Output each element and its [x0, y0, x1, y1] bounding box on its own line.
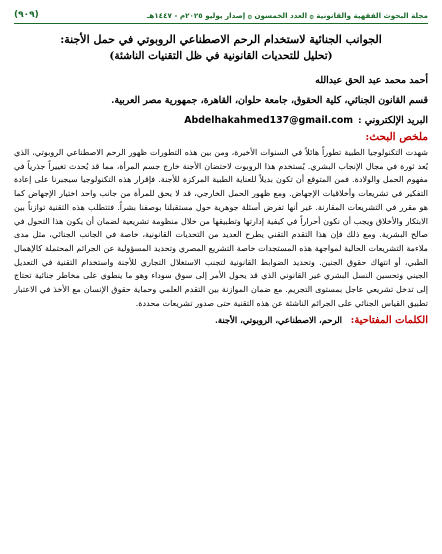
- paper-subtitle: (تحليل للتحديات القانونية في ظل التقنيات الناشئة): [109, 50, 333, 62]
- page-number: (٩٠٩): [14, 10, 39, 20]
- paper-title: الجوانب الجنائية لاستخدام الرحم الاصطناعي الروبوتي في حمل الأجنة:: [60, 33, 382, 46]
- keywords-heading: الكلمات المفتاحية:: [350, 315, 428, 327]
- journal-running-title: مجلة البحوث الفقهية والقانونية ۞ العدد الخمسون ۞ إصدار يوليو ٢٠٢٥م - ١٤٤٧هـ: [146, 10, 428, 20]
- keywords-row: [14, 313, 428, 328]
- author-name: أحمد محمد عبد الحق عبدالله: [315, 75, 428, 86]
- author-affiliation: قسم القانون الجنائي، كلية الحقوق، جامعة حلوان، القاهرة، جمهورية مصر العربية.: [111, 95, 428, 106]
- keywords-values: الرحم، الاصطناعي، الروبوتي، الأجنة.: [214, 315, 342, 326]
- author-email: Abdelhakahmed137@gmail.com: [184, 115, 354, 126]
- abstract-body: شهدت التكنولوجيا الطبية تطوراً هائلاً في السنوات الأخيرة، ومن بين هذه التطورات ظهور الرحم الاصطناعي الروبوتي، الذي يُعد ثورة في مجال الإنجاب البشري. يُستخدم هذا الروبوت لاحتضان الأجنة خارج جسم المرأة، مما قد يُحدث تغييراً جذرياً في مفهوم الحمل والولادة. فمن المتوقع أن تكون بديلاً للعناية الطبية المركزة للأجنة. فإقرار هذه التكنولوجيا سيجبرنا على إعادة التفكير في تشريعات وأخلاقيات الإجهاض. ومع ظهور الحمل الخارجي، قد لا يحق للمرأة من جانب واحد اختيار الإجهاض كما هو مقرر في التشريعات المقارنة. غير أنها تفرض أسئلة جوهرية حول مستقبلنا بوصفنا بشراً. فتتطلب هذه التقنية توازناً بين الابتكار والأخلاق ويجب أن نكون أحراراً في كيفية إدارتها وتطبيقها من خلال منظومة تشريعية لضمان أن يكون هذا التحول في صالح البشرية. ومع ذلك فإن هذا التقدم التقني يطرح العديد من التحديات القانونية، خاصة في الجانب الجنائي، مثل مدى ملاءمة التشريعات الحالية لمواجهة هذه المستجدات خاصة التشريع المصري وتحديد المسؤولية عن الجرائم المحتملة كالإهمال الطبي، أو انتهاك حقوق الجنين. وتحديد الضوابط القانونية لتجنب الاستغلال التجاري للأجنة واستخدام التقنية في التعديل الجيني وتحسين النسل البشري غير القانوني الذي قد يحول الأمر إلى سوق سوداء وهو ما ينطوي على مخاطر جنائية تحتاج إلى تدخل تشريعي عاجل بمستوى التجريم. مع ضمان الموازنة بين التقدم العلمي وحماية حقوق الإنسان مع الأخذ في الاعتبار تطبيق القياس الجنائي على الجرائم الناشئة عن هذه التقنية حتى صدور تشريعات محددة.: [14, 147, 428, 308]
- email-label: البريد الإلكتروني :: [358, 115, 428, 126]
- abstract-heading: ملخص البحث:: [365, 131, 428, 143]
- email-row: [14, 114, 428, 128]
- running-header: [14, 10, 428, 24]
